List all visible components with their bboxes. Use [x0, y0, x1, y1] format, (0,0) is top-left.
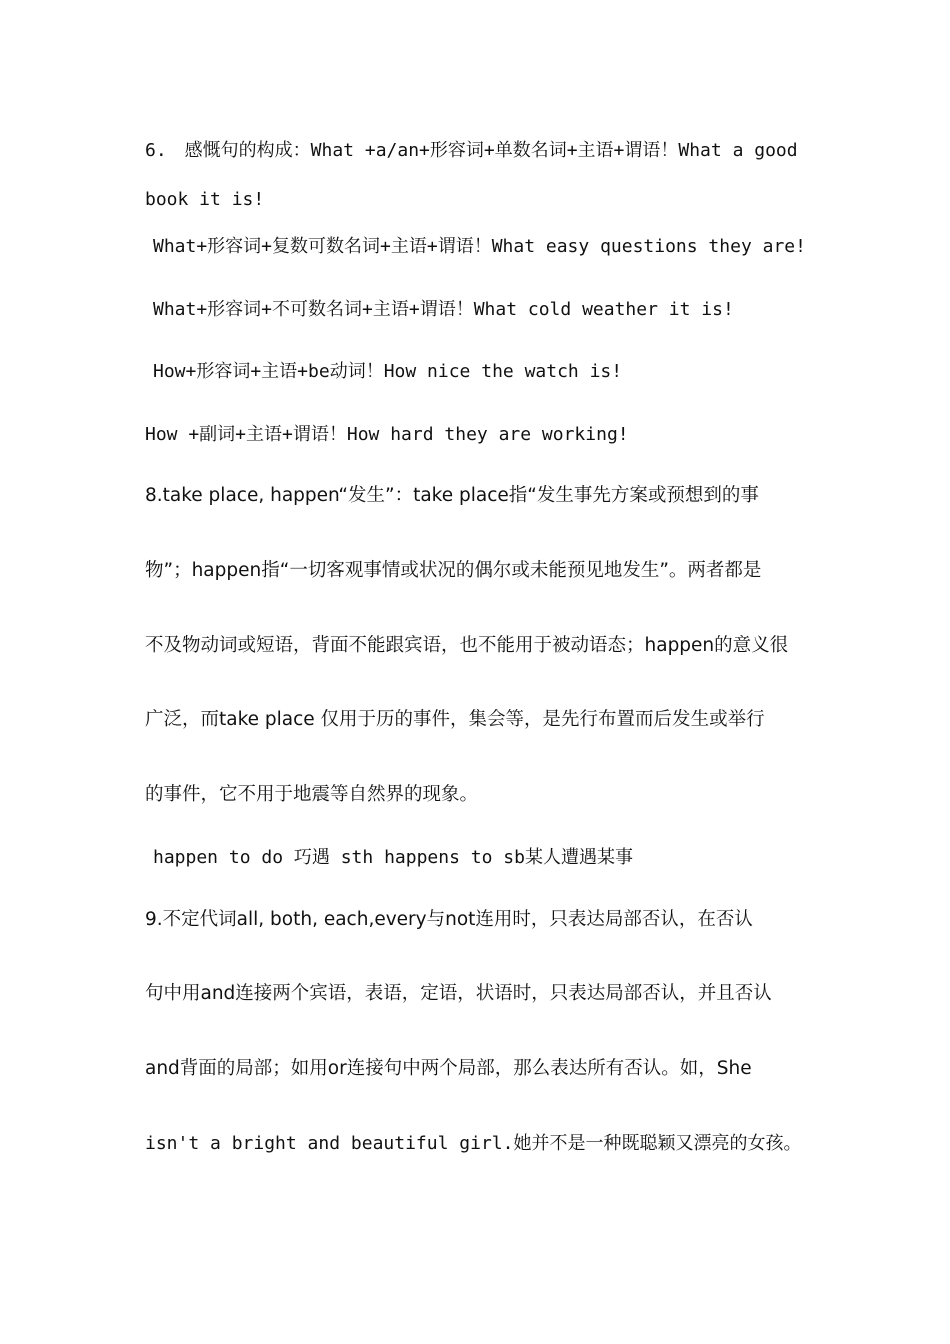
text-line-take-place-2: 物”；happen指“一切客观事情或状况的偶尔或未能预见地发生”。两者都是: [145, 560, 762, 581]
text-line-partial-negation-3: and背面的局部；如用or连接句中两个局部，那么表达所有否认。如，She: [145, 1058, 752, 1079]
text-line-partial-negation-2: 句中用and连接两个宾语，表语，定语，状语时，只表达局部否认，并且否认: [145, 983, 772, 1004]
text-line-take-place-1: 8.take place, happen“发生”：take place指“发生事先方案或预想到的事: [145, 485, 759, 506]
text-line-what-plural: What+形容词+复数可数名词+主语+谓语！What easy questions they are!: [153, 236, 806, 257]
text-line-how-adjective: How+形容词+主语+be动词！How nice the watch is!: [153, 361, 623, 382]
text-line-exclamation-rule: 6. 感慨句的构成：What +a/an+形容词+单数名词+主语+谓语！What a good: [145, 140, 798, 161]
text-line-how-adverb: How +副词+主语+谓语！How hard they are working!: [145, 424, 629, 445]
text-line-take-place-3: 不及物动词或短语，背面不能跟宾语，也不能用于被动语态；happen的意义很: [145, 635, 789, 656]
text-line-exclamation-rule-cont: book it is!: [145, 189, 265, 210]
text-line-happen-to: happen to do 巧遇 sth happens to sb某人遭遇某事: [153, 847, 633, 868]
text-line-take-place-4: 广泛，而take place 仅用于历的事件，集会等，是先行布置而后发生或举行: [145, 709, 765, 730]
text-line-partial-negation-1: 9.不定代词all, both, each,every与not连用时，只表达局部否认，在否认: [145, 909, 753, 930]
text-line-take-place-5: 的事件，它不用于地震等自然界的现象。: [145, 784, 479, 805]
text-line-partial-negation-example: isn't a bright and beautiful girl.她并不是一种既聪颖又漂亮的女孩。: [145, 1133, 802, 1154]
text-line-what-uncountable: What+形容词+不可数名词+主语+谓语！What cold weather it is!: [153, 299, 734, 320]
